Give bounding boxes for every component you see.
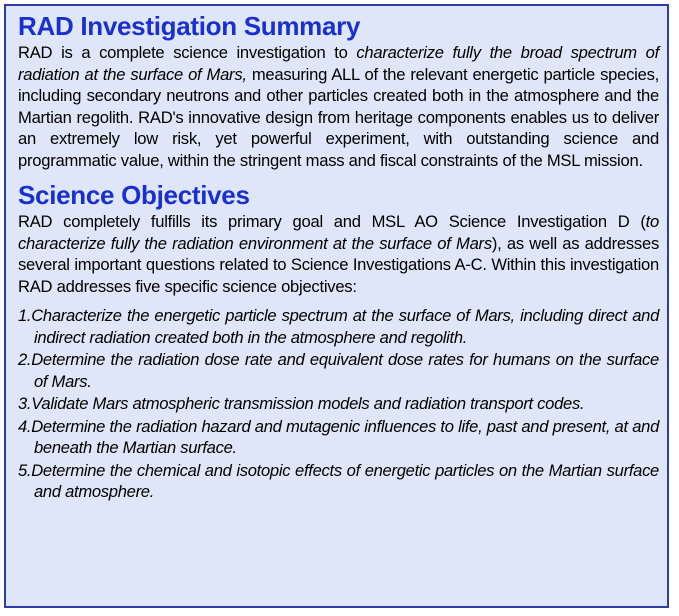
summary-text-b: measuring ALL of the relevant energetic particle species, including secondary neutrons and other particles created both in the atmosphere and the Martian regolith. RAD's innovative design from heritage components enables us to deliver an extremely low risk, yet powerful experiment, with outstanding science and programmatic value, within the stringent mass and fiscal constraints of the MSL mission.: [18, 64, 659, 170]
objectives-paragraph: [18, 211, 659, 297]
summary-paragraph: [18, 42, 659, 171]
objective-item: 2.Determine the radiation dose rate and equivalent dose rates for humans on the surface of Mars.: [18, 350, 659, 391]
objective-item: 1.Characterize the energetic particle spectrum at the surface of Mars, including direct and indirect radiation created both in the atmosphere and regolith.: [18, 306, 659, 347]
summary-text-a: RAD is a complete science investigation to: [18, 43, 357, 62]
summary-heading: RAD Investigation Summary: [18, 11, 361, 41]
summary-text-emphasis: characterize fully the broad spectrum of radiation at the surface of Mars,: [18, 43, 659, 84]
objective-item: 3.Validate Mars atmospheric transmission models and radiation transport codes.: [18, 394, 585, 413]
objectives-list: [18, 305, 659, 503]
objective-item: 4.Determine the radiation hazard and mutagenic influences to life, past and present, at and beneath the Martian surface.: [18, 416, 659, 457]
objectives-heading: Science Objectives: [18, 180, 250, 210]
objective-item: 5.Determine the chemical and isotopic effects of energetic particles on the Martian surface and atmosphere.: [18, 460, 659, 501]
objectives-text-a: RAD completely fulfills its primary goal and MSL AO Science Investigation D (: [18, 212, 646, 231]
summary-panel: [4, 4, 669, 608]
objectives-text-b: ), as well as addresses several important questions related to Science Investigations A-C. Within this investigation RAD addresses five specific science objectives:: [18, 233, 659, 296]
objectives-text-emphasis: to characterize fully the radiation environment at the surface of Mars: [18, 212, 659, 253]
